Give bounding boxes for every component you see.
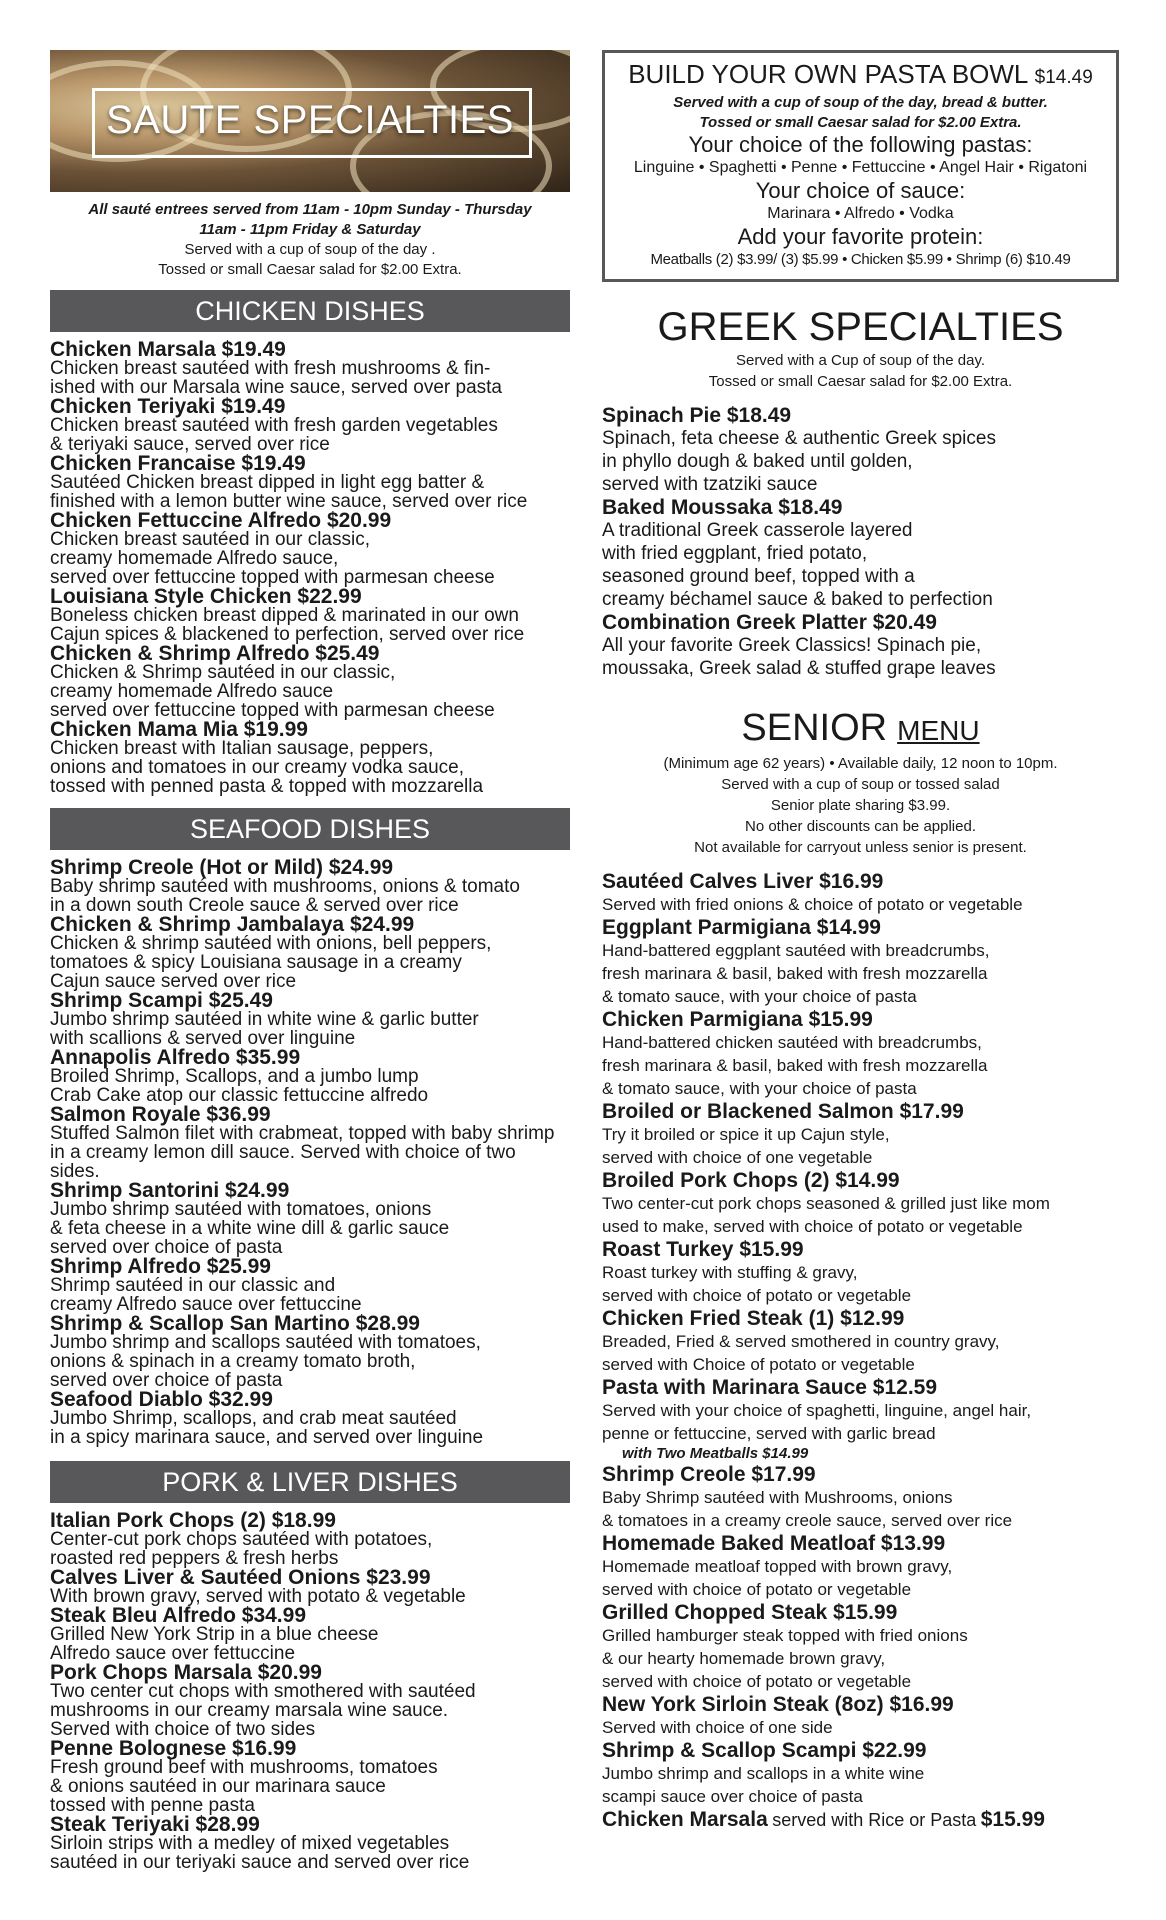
menu-item-description: Sautéed Chicken breast dipped in light egg batter & finished with a lemon butter wine sauce, served over rice <box>50 472 528 512</box>
menu-item-name: Combination Greek Platter $20.49 <box>602 611 937 634</box>
menu-item <box>50 1815 570 1872</box>
menu-item-description: All your favorite Greek Classics! Spinach pie, moussaka, Greek salad & stuffed grape leaves <box>602 635 996 679</box>
pasta-heading: Your choice of the following pastas: <box>688 132 1033 157</box>
menu-item <box>50 397 570 454</box>
saute-hero-image <box>50 50 570 192</box>
menu-item-name: Italian Pork Chops (2) $18.99 <box>50 1509 336 1532</box>
menu-item <box>50 720 570 796</box>
menu-item-name: Shrimp Scampi $25.49 <box>50 989 273 1012</box>
menu-item <box>50 915 570 991</box>
menu-item-name: Chicken Fried Steak (1) $12.99 <box>602 1307 905 1330</box>
menu-item <box>50 587 570 644</box>
senior-last-price: $15.99 <box>980 1808 1045 1831</box>
menu-item-description: Broiled Shrimp, Scallops, and a jumbo lump Crab Cake atop our classic fettuccine alfredo <box>50 1066 429 1106</box>
menu-item <box>602 1169 1119 1238</box>
pasta-bowl-line-1: Served with a cup of soup of the day, bread & butter. <box>673 94 1048 111</box>
menu-item-name: Chicken & Shrimp Jambalaya $24.99 <box>50 913 415 936</box>
menu-item <box>50 511 570 587</box>
menu-item <box>602 611 1119 680</box>
menu-item-description: Sirloin strips with a medley of mixed vegetables sautéed in our teriyaki sauce and served over rice <box>50 1833 470 1873</box>
menu-item <box>50 1048 570 1105</box>
pork-header: PORK & LIVER DISHES <box>50 1461 570 1503</box>
menu-item-description: Grilled hamburger steak topped with fried onions & our hearty homemade brown gravy, served with choice of potato or vegetable <box>602 1626 968 1691</box>
menu-item-description: Chicken & shrimp sautéed with onions, bell peppers, tomatoes & spicy Louisiana sausage in a creamy Cajun sauce served over rice <box>50 933 492 992</box>
senior-info-5: Not available for carryout unless senior is present. <box>694 839 1027 856</box>
menu-item-description: Baby Shrimp sautéed with Mushrooms, onions & tomatoes in a creamy creole sauce, served over rice <box>602 1488 1013 1530</box>
menu-item-name: Chicken & Shrimp Alfredo $25.49 <box>50 642 380 665</box>
menu-item <box>602 1532 1119 1601</box>
menu-item-description: Center-cut pork chops sautéed with potatoes, roasted red peppers & fresh herbs <box>50 1529 433 1569</box>
menu-item-description: Hand-battered eggplant sautéed with breadcrumbs, fresh marinara & basil, baked with fresh mozzarella & tomato sauce, with your choice of pasta <box>602 941 990 1006</box>
menu-item <box>50 644 570 720</box>
menu-item-name: Penne Bolognese $16.99 <box>50 1737 297 1760</box>
menu-item-description: Served with choice of one side <box>602 1718 833 1737</box>
senior-list <box>602 870 1119 1808</box>
menu-item-description: Homemade meatloaf topped with brown gravy, served with choice of potato or vegetable <box>602 1557 953 1599</box>
menu-item-name: Pasta with Marinara Sauce $12.59 <box>602 1376 938 1399</box>
pasta-bowl-title: BUILD YOUR OWN PASTA BOWL <box>628 59 1028 89</box>
greek-sub-1: Served with a Cup of soup of the day. <box>735 352 986 369</box>
protein-heading: Add your favorite protein: <box>737 224 984 249</box>
menu-item-name: Chicken Marsala $19.49 <box>50 338 286 361</box>
menu-item <box>602 1100 1119 1169</box>
left-column <box>50 50 570 1872</box>
menu-item-name: Shrimp & Scallop Scampi $22.99 <box>602 1739 927 1762</box>
menu-item <box>50 1390 570 1447</box>
menu-item <box>50 1739 570 1815</box>
menu-item-description: Grilled New York Strip in a blue cheese Alfredo sauce over fettuccine <box>50 1624 379 1664</box>
menu-item-name: Shrimp & Scallop San Martino $28.99 <box>50 1312 420 1335</box>
menu-item-name: Chicken Francaise $19.49 <box>50 452 306 475</box>
menu-item <box>602 1739 1119 1808</box>
menu-item-name: Chicken Parmigiana $15.99 <box>602 1008 873 1031</box>
protein-options: Meatballs (2) $3.99/ (3) $5.99 • Chicken $5.99 • Shrimp (6) $10.49 <box>650 251 1071 268</box>
pasta-bowl-title-line <box>609 59 1112 93</box>
menu-item-name: Pork Chops Marsala $20.99 <box>50 1661 322 1684</box>
menu-item <box>602 1463 1119 1532</box>
senior-menu-word: MENU <box>897 715 980 746</box>
menu-item-description: Chicken breast sautéed in our classic, creamy homemade Alfredo sauce, served over fettuccine topped with parmesan cheese <box>50 529 495 588</box>
menu-item <box>602 496 1119 611</box>
menu-item-description: Two center-cut pork chops seasoned & grilled just like mom used to make, served with choice of potato or vegetable <box>602 1194 1050 1236</box>
menu-item-description: Jumbo shrimp sautéed in white wine & garlic butter with scallions & served over linguine <box>50 1009 479 1049</box>
menu-item-name: Broiled or Blackened Salmon $17.99 <box>602 1100 964 1123</box>
menu-item-name: Homemade Baked Meatloaf $13.99 <box>602 1532 946 1555</box>
sauce-heading: Your choice of sauce: <box>755 178 966 203</box>
menu-item <box>50 1663 570 1739</box>
menu-item-name: Salmon Royale $36.99 <box>50 1103 271 1126</box>
menu-item-description: Chicken breast with Italian sausage, peppers, onions and tomatoes in our creamy vodka sauce, tossed with penned pasta & topped with mozzarella <box>50 738 484 797</box>
menu-item <box>602 404 1119 496</box>
senior-last-item <box>602 1808 1119 1831</box>
menu-item <box>602 1693 1119 1739</box>
saute-intro <box>50 200 570 280</box>
senior-title-line <box>602 706 1119 753</box>
menu-item <box>602 1307 1119 1376</box>
menu-item-description: Hand-battered chicken sautéed with breadcrumbs, fresh marinara & basil, baked with fresh mozzarella & tomato sauce, with your choice of pasta <box>602 1033 988 1098</box>
greek-sub-2: Tossed or small Caesar salad for $2.00 Extra. <box>708 373 1013 390</box>
menu-item-note: with Two Meatballs $14.99 <box>622 1445 809 1462</box>
menu-item-description: Boneless chicken breast dipped & marinated in our own Cajun spices & blackened to perfection, served over rice <box>50 605 525 645</box>
menu-item <box>602 1238 1119 1307</box>
menu-item-description: Served with your choice of spaghetti, linguine, angel hair, penne or fettuccine, served with garlic bread <box>602 1401 1032 1443</box>
menu-item-name: Eggplant Parmigiana $14.99 <box>602 916 881 939</box>
pasta-options: Linguine • Spaghetti • Penne • Fettuccine • Angel Hair • Rigatoni <box>633 159 1088 176</box>
menu-item-description: A traditional Greek casserole layered with fried eggplant, fried potato, seasoned ground beef, topped with a creamy béchamel sauce & baked to perfection <box>602 520 993 610</box>
menu-item <box>50 340 570 397</box>
senior-title: SENIOR <box>741 707 888 749</box>
menu-item <box>602 870 1119 916</box>
menu-item-name: Shrimp Alfredo $25.99 <box>50 1255 271 1278</box>
menu-item <box>50 1105 570 1181</box>
greek-title: GREEK SPECIALTIES <box>657 305 1064 349</box>
chicken-list <box>50 340 570 796</box>
menu-item-name: Chicken Mama Mia $19.99 <box>50 718 308 741</box>
menu-item-name: Steak Teriyaki $28.99 <box>50 1813 260 1836</box>
menu-item-name: Sautéed Calves Liver $16.99 <box>602 870 884 893</box>
senior-last-name: Chicken Marsala <box>602 1808 768 1831</box>
menu-item <box>50 1257 570 1314</box>
menu-item-name: Chicken Teriyaki $19.49 <box>50 395 286 418</box>
menu-item-name: Seafood Diablo $32.99 <box>50 1388 273 1411</box>
saute-salad-note: Tossed or small Caesar salad for $2.00 Extra. <box>158 261 462 278</box>
menu-item-description: Breaded, Fried & served smothered in country gravy, served with Choice of potato or vegetable <box>602 1332 1000 1374</box>
saute-soup-note: Served with a cup of soup of the day . <box>184 241 436 258</box>
pasta-bowl-box <box>602 50 1119 282</box>
pork-list <box>50 1511 570 1872</box>
pasta-bowl-price: $14.49 <box>1034 67 1093 88</box>
menu-item-name: Broiled Pork Chops (2) $14.99 <box>602 1169 900 1192</box>
seafood-list <box>50 858 570 1447</box>
menu-item-name: Louisiana Style Chicken $22.99 <box>50 585 362 608</box>
menu-item <box>50 1181 570 1257</box>
senior-info-2: Served with a cup of soup or tossed salad <box>721 776 1000 793</box>
menu-item-description: Chicken & Shrimp sautéed in our classic, creamy homemade Alfredo sauce served over fettuccine topped with parmesan cheese <box>50 662 495 721</box>
menu-item-description: Try it broiled or spice it up Cajun style, served with choice of one vegetable <box>602 1125 890 1167</box>
menu-item-description: Fresh ground beef with mushrooms, tomatoes & onions sautéed in our marinara sauce tossed with penne pasta <box>50 1757 438 1816</box>
senior-info-1: (Minimum age 62 years) • Available daily, 12 noon to 10pm. <box>663 755 1058 772</box>
menu-item <box>50 1314 570 1390</box>
right-column <box>602 50 1119 1831</box>
seafood-header: SEAFOOD DISHES <box>50 808 570 850</box>
senior-last-desc: served with Rice or Pasta <box>772 1810 977 1830</box>
menu-item <box>602 1008 1119 1100</box>
menu-item <box>602 1376 1119 1463</box>
saute-hours-2: 11am - 11pm Friday & Saturday <box>199 221 421 238</box>
menu-item-description: Baby shrimp sautéed with mushrooms, onions & tomato in a down south Creole sauce & served over rice <box>50 876 520 916</box>
menu-item-description: Jumbo shrimp and scallops in a white wine scampi sauce over choice of pasta <box>602 1764 925 1806</box>
chicken-header: CHICKEN DISHES <box>50 290 570 332</box>
menu-item <box>50 1606 570 1663</box>
menu-item-name: Grilled Chopped Steak $15.99 <box>602 1601 898 1624</box>
menu-item-name: Chicken Fettuccine Alfredo $20.99 <box>50 509 392 532</box>
menu-item <box>50 454 570 511</box>
menu-item-name: Shrimp Creole (Hot or Mild) $24.99 <box>50 856 394 879</box>
saute-title: SAUTE SPECIALTIES <box>106 98 514 142</box>
saute-hours-1: All sauté entrees served from 11am - 10pm Sunday - Thursday <box>88 201 532 218</box>
menu-item-description: Stuffed Salmon filet with crabmeat, topped with baby shrimp in a creamy lemon dill sauce. Served with choice of two sides. <box>50 1123 555 1182</box>
menu-item-description: Jumbo Shrimp, scallops, and crab meat sautéed in a spicy marinara sauce, and served over linguine <box>50 1408 484 1448</box>
menu-item-name: Roast Turkey $15.99 <box>602 1238 804 1261</box>
menu-item <box>50 1568 570 1606</box>
menu-item-name: Calves Liver & Sautéed Onions $23.99 <box>50 1566 431 1589</box>
menu-item-description: Jumbo shrimp and scallops sautéed with tomatoes, onions & spinach in a creamy tomato broth, served over choice of pasta <box>50 1332 481 1391</box>
menu-item <box>50 858 570 915</box>
menu-item-name: Shrimp Creole $17.99 <box>602 1463 816 1486</box>
menu-item-name: Annapolis Alfredo $35.99 <box>50 1046 301 1069</box>
menu-item <box>50 991 570 1048</box>
senior-info-4: No other discounts can be applied. <box>745 818 976 835</box>
menu-item-name: New York Sirloin Steak (8oz) $16.99 <box>602 1693 954 1716</box>
menu-item-description: Roast turkey with stuffing & gravy, served with choice of potato or vegetable <box>602 1263 912 1305</box>
menu-item-name: Steak Bleu Alfredo $34.99 <box>50 1604 306 1627</box>
menu-item-name: Spinach Pie $18.49 <box>602 404 792 427</box>
menu-item-description: Chicken breast sautéed with fresh garden vegetables & teriyaki sauce, served over rice <box>50 415 498 455</box>
senior-info-3: Senior plate sharing $3.99. <box>770 797 951 814</box>
menu-item-name: Baked Moussaka $18.49 <box>602 496 843 519</box>
menu-item-name: Shrimp Santorini $24.99 <box>50 1179 290 1202</box>
menu-item-description: Chicken breast sautéed with fresh mushrooms & fin- ished with our Marsala wine sauce, served over pasta <box>50 358 503 398</box>
menu-item-description: Jumbo shrimp sautéed with tomatoes, onions & feta cheese in a white wine dill & garlic sauce served over choice of pasta <box>50 1199 450 1258</box>
sauce-options: Marinara • Alfredo • Vodka <box>767 205 954 222</box>
pasta-bowl-line-2: Tossed or small Caesar salad for $2.00 Extra. <box>699 114 1022 131</box>
menu-item <box>602 916 1119 1008</box>
greek-list <box>602 404 1119 680</box>
menu-item-description: Shrimp sautéed in our classic and creamy Alfredo sauce over fettuccine <box>50 1275 362 1315</box>
menu-item-description: Spinach, feta cheese & authentic Greek spices in phyllo dough & baked until golden, served with tzatziki sauce <box>602 428 996 495</box>
menu-item-description: With brown gravy, served with potato & vegetable <box>50 1586 466 1607</box>
menu-item-description: Two center cut chops with smothered with sautéed mushrooms in our creamy marsala wine sauce. Served with choice of two sides <box>50 1681 476 1740</box>
menu-item-description: Served with fried onions & choice of potato or vegetable <box>602 895 1023 914</box>
menu-item <box>602 1601 1119 1693</box>
menu-item <box>50 1511 570 1568</box>
